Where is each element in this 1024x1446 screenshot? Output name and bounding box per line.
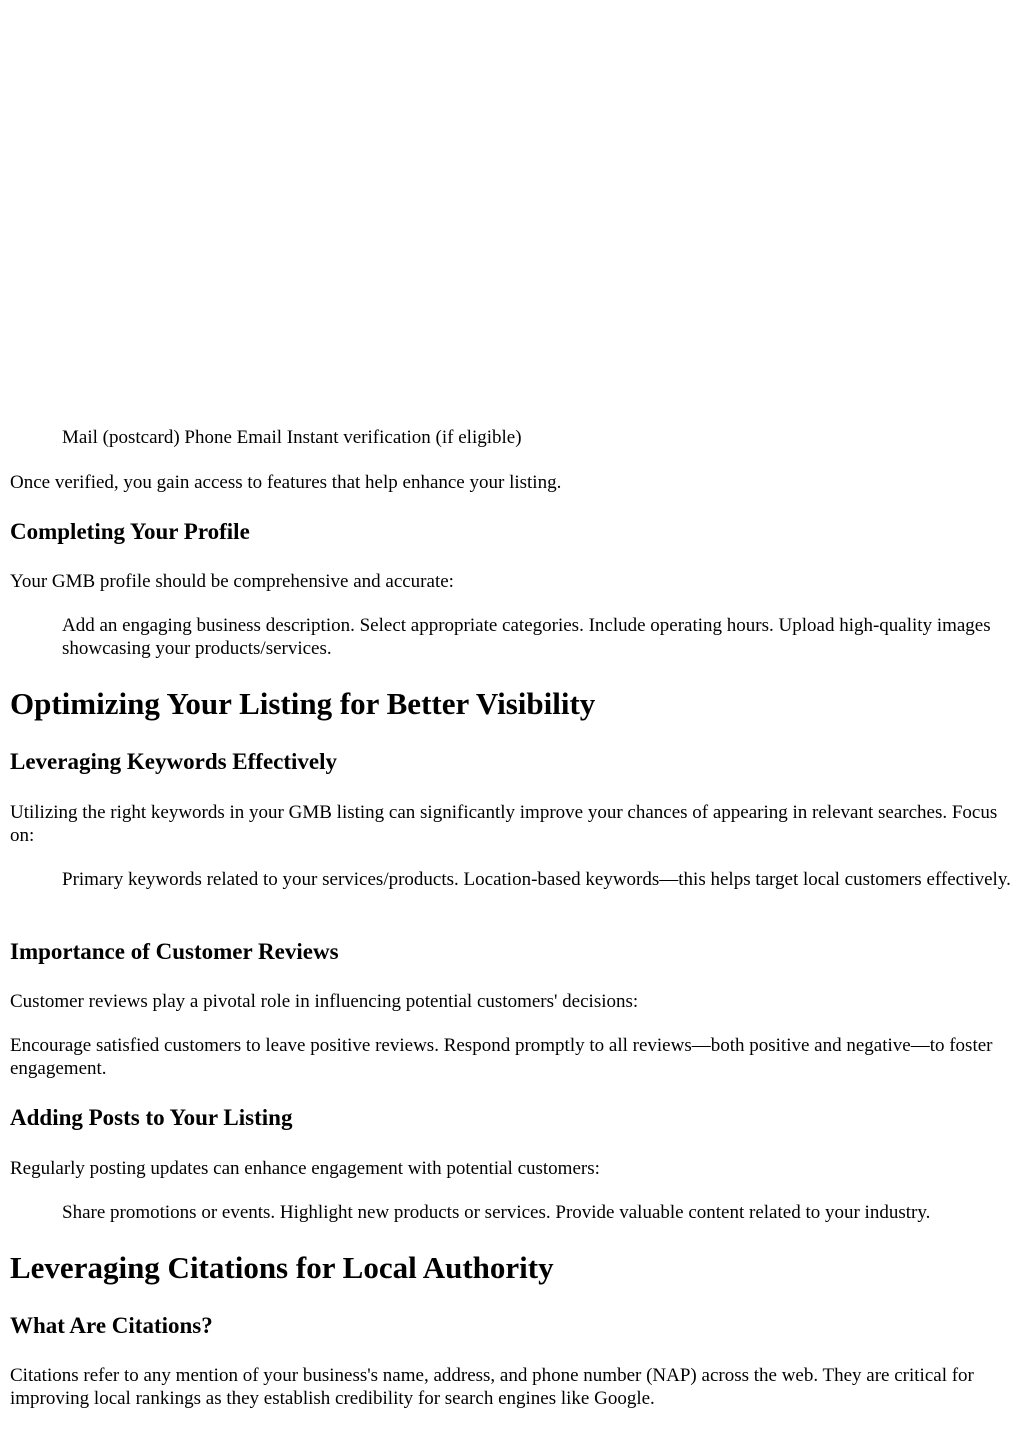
citations-heading: Leveraging Citations for Local Authority <box>10 1250 554 1285</box>
what-are-citations-heading: What Are Citations? <box>10 1313 213 1338</box>
reviews-body: Encourage satisfied customers to leave positive reviews. Respond promptly to all reviews—both positive and negative—to foster engagement. <box>10 1035 993 1079</box>
verified-note: Once verified, you gain access to features that help enhance your listing. <box>10 472 562 493</box>
optimizing-heading: Optimizing Your Listing for Better Visibility <box>10 686 596 721</box>
posts-list: Share promotions or events. Highlight new products or services. Provide valuable content related to your industry. <box>62 1202 931 1223</box>
reviews-heading: Importance of Customer Reviews <box>10 939 339 964</box>
what-are-citations-body: Citations refer to any mention of your business's name, address, and phone number (NAP) across the web. They are critical for improving local rankings as they establish credibility for search engines like Google. <box>10 1365 974 1409</box>
posts-heading: Adding Posts to Your Listing <box>10 1105 293 1130</box>
keywords-intro: Utilizing the right keywords in your GMB listing can significantly improve your chances of appearing in relevant searches. Focus on: <box>10 802 998 846</box>
keywords-list: Primary keywords related to your services/products. Location-based keywords—this helps target local customers effectively. <box>62 869 1011 890</box>
verification-methods-list: Mail (postcard) Phone Email Instant verification (if eligible) <box>62 427 522 448</box>
completing-profile-heading: Completing Your Profile <box>10 519 250 544</box>
completing-profile-list: Add an engaging business description. Select appropriate categories. Include operating hours. Upload high-quality images showcasing your products/services. <box>62 615 991 659</box>
reviews-intro: Customer reviews play a pivotal role in influencing potential customers' decisions: <box>10 991 639 1012</box>
completing-profile-intro: Your GMB profile should be comprehensive and accurate: <box>10 571 454 592</box>
posts-intro: Regularly posting updates can enhance engagement with potential customers: <box>10 1158 600 1179</box>
keywords-heading: Leveraging Keywords Effectively <box>10 749 338 774</box>
